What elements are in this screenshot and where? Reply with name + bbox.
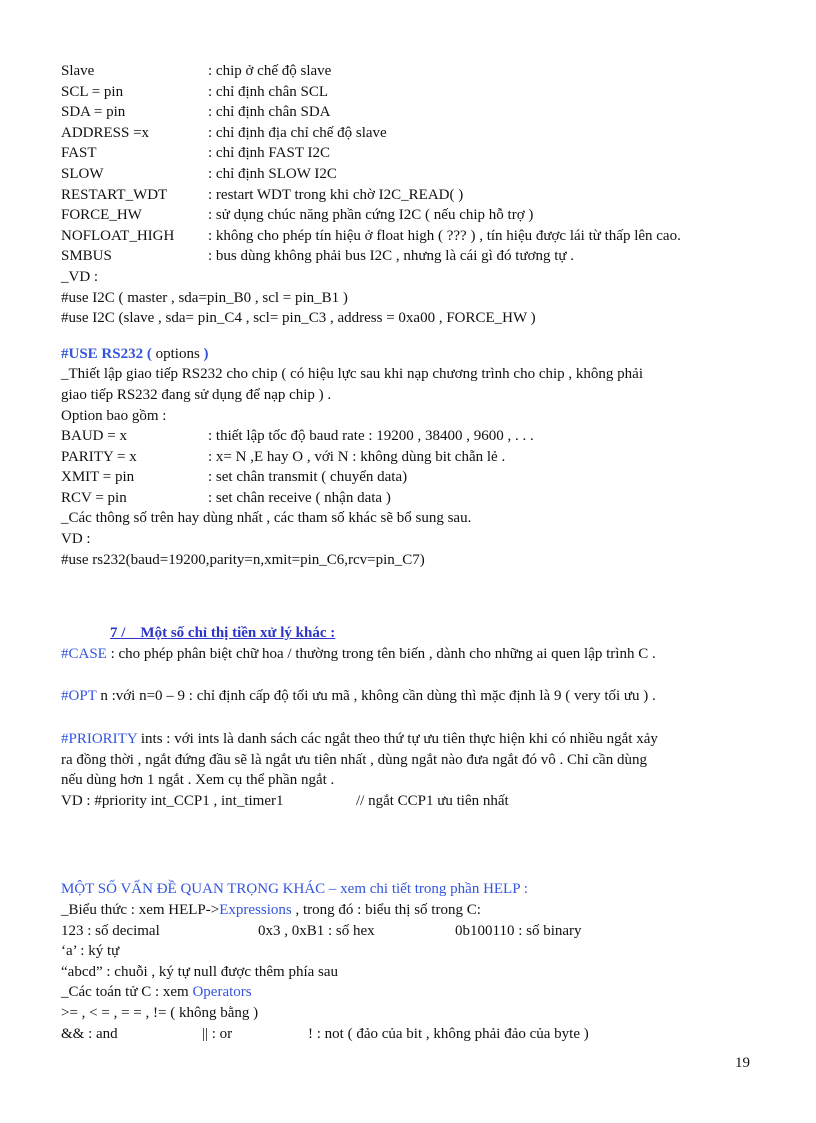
option-desc: : set chân receive ( nhận data ) xyxy=(208,489,391,506)
priority-example-code: VD : #priority int_CCP1 , int_timer1 xyxy=(61,792,284,809)
number-formats-line xyxy=(61,921,761,942)
option-key: Slave xyxy=(61,63,95,79)
rs232-option-row xyxy=(61,426,761,447)
option-key: SDA = pin xyxy=(61,104,126,121)
priority-line: ra đồng thời , ngắt đứng đầu sẽ là ngắt ưu tiên nhất , dùng ngắt nào đưa ngắt đó vô . Chỉ cần dùng xyxy=(61,751,647,768)
i2c-option-row xyxy=(61,185,761,206)
rs232-option-row xyxy=(61,488,761,509)
i2c-option-row xyxy=(61,123,761,144)
option-desc: : chỉ định chân SDA xyxy=(208,104,331,121)
priority-line: nếu dùng hơn 1 ngắt . Xem cụ thể phần ngắt . xyxy=(61,772,335,789)
i2c-option-row xyxy=(61,164,761,185)
option-desc: : không cho phép tín hiệu ở float high ( ??? ) , tín hiệu được lái từ thấp lên cao. xyxy=(208,227,681,244)
i2c-option-row xyxy=(61,102,761,123)
option-desc: : chỉ định SLOW I2C xyxy=(208,165,337,182)
i2c-vd-label: _VD : xyxy=(61,268,99,285)
option-key: XMIT = pin xyxy=(61,469,135,486)
compare-ops-line: >= , < = , = = , != ( không bằng ) xyxy=(61,1004,259,1021)
option-key: SLOW xyxy=(61,165,104,182)
rs232-options-word: options xyxy=(155,345,200,362)
or-op: || : or xyxy=(202,1025,233,1042)
case-directive: #CASE xyxy=(61,645,107,662)
option-desc: : bus dùng không phải bus I2C , nhưng là cái gì đó tương tự . xyxy=(208,248,575,265)
rs232-paren-open: ( xyxy=(143,345,156,362)
expressions-link[interactable]: Expressions xyxy=(219,902,292,918)
option-key: SCL = pin xyxy=(61,83,124,100)
string-line: “abcd” : chuỗi , ký tự null được thêm phía sau xyxy=(61,963,339,980)
char-line: ‘a’ : ký tự xyxy=(61,943,120,960)
rs232-option-row xyxy=(61,467,761,488)
priority-text: ints : với ints là danh sách các ngắt theo thứ tự ưu tiên thực hiện khi có nhiều ngắt xảy xyxy=(137,731,658,748)
other-topics-heading: MỘT SỐ VẤN ĐỀ QUAN TRỌNG KHÁC – xem chi tiết trong phần HELP : xyxy=(61,881,528,898)
option-key: NOFLOAT_HIGH xyxy=(61,227,175,244)
logic-ops-line xyxy=(61,1024,761,1045)
i2c-example-slave: #use I2C (slave , sda= pin_C4 , scl= pin_C3 , address = 0xa00 , FORCE_HW ) xyxy=(61,310,536,327)
option-desc: : thiết lập tốc độ baud rate : 19200 , 38400 , 9600 , . . . xyxy=(208,428,534,445)
operators-line xyxy=(61,982,761,1003)
rs232-option-row xyxy=(61,447,761,468)
case-directive-line xyxy=(61,644,761,665)
priority-directive: #PRIORITY xyxy=(61,731,138,748)
option-key: FORCE_HW xyxy=(61,207,142,224)
option-desc: : chip ở chế độ slave xyxy=(208,63,332,79)
operators-prefix: _Các toán tử C : xem xyxy=(61,984,193,1001)
operators-link[interactable]: Operators xyxy=(192,984,252,1001)
option-desc: : set chân transmit ( chuyển data) xyxy=(208,469,408,486)
option-key: RESTART_WDT xyxy=(61,186,168,203)
option-key: RCV = pin xyxy=(61,489,127,506)
not-op: ! : not ( đảo của bit , không phải đảo của byte ) xyxy=(308,1025,589,1042)
and-op: && : and xyxy=(61,1025,118,1042)
section-7-heading: 7 / _ Một số chỉ thị tiền xử lý khác : xyxy=(110,625,336,642)
option-key: BAUD = x xyxy=(61,428,127,445)
expressions-prefix: _Biểu thức : xem HELP-> xyxy=(61,902,220,918)
option-desc: : chỉ định chân SCL xyxy=(208,83,328,100)
page-number: 19 xyxy=(735,1055,750,1071)
option-desc: : restart WDT trong khi chờ I2C_READ( ) xyxy=(208,186,464,203)
opt-text: n :với n=0 – 9 : chỉ định cấp độ tối ưu mã , không cần dùng thì mặc định là 9 ( very tối ưu ) . xyxy=(96,688,656,705)
rs232-title xyxy=(61,344,761,365)
expressions-suffix: , trong đó : biểu thị số trong C: xyxy=(291,902,481,918)
rs232-options-list xyxy=(61,426,761,508)
option-desc: : chỉ định FAST I2C xyxy=(208,145,330,162)
i2c-options-list xyxy=(61,61,761,267)
expressions-line xyxy=(61,900,761,921)
option-key: SMBUS xyxy=(61,248,112,265)
option-key: ADDRESS =x xyxy=(61,124,150,141)
i2c-option-row xyxy=(61,82,761,103)
priority-example xyxy=(61,791,761,812)
i2c-option-row xyxy=(61,143,761,164)
case-text: : cho phép phân biệt chữ hoa / thường trong tên biến , dành cho những ai quen lập trình C . xyxy=(106,645,656,662)
decimal-format: 123 : số decimal xyxy=(61,922,160,939)
rs232-note: _Các thông số trên hay dùng nhất , các tham số khác sẽ bổ sung sau. xyxy=(61,510,472,527)
rs232-paren-close: ) xyxy=(199,345,209,362)
opt-directive-line xyxy=(61,686,761,707)
rs232-vd-label: VD : xyxy=(61,531,91,548)
i2c-option-row xyxy=(61,205,761,226)
option-desc: : chỉ định địa chỉ chế độ slave xyxy=(208,124,387,141)
i2c-option-row xyxy=(61,226,761,247)
i2c-example-master: #use I2C ( master , sda=pin_B0 , scl = pin_B1 ) xyxy=(61,289,348,306)
document-page xyxy=(61,61,761,1044)
priority-example-comment: // ngắt CCP1 ưu tiên nhất xyxy=(356,792,509,809)
option-desc: : x= N ,E hay O , với N : không dùng bit chẵn lẻ . xyxy=(208,448,506,465)
rs232-intro-line: giao tiếp RS232 đang sử dụng để nạp chip ) . xyxy=(61,386,332,403)
hex-format: 0x3 , 0xB1 : số hex xyxy=(258,922,375,939)
i2c-option-row xyxy=(61,246,761,267)
opt-directive: #OPT xyxy=(61,688,97,705)
priority-directive-line xyxy=(61,729,761,750)
i2c-option-row xyxy=(61,61,761,82)
option-key: FAST xyxy=(61,145,97,162)
rs232-example: #use rs232(baud=19200,parity=n,xmit=pin_C6,rcv=pin_C7) xyxy=(61,551,425,568)
rs232-option-intro: Option bao gồm : xyxy=(61,407,167,424)
rs232-intro-line: _Thiết lập giao tiếp RS232 cho chip ( có hiệu lực sau khi nạp chương trình cho chip , không phải xyxy=(61,366,643,383)
option-desc: : sử dụng chúc năng phần cứng I2C ( nếu chip hỗ trợ ) xyxy=(208,207,534,224)
binary-format: 0b100110 : số binary xyxy=(455,922,582,939)
option-key: PARITY = x xyxy=(61,448,137,465)
rs232-directive: #USE RS232 xyxy=(61,345,144,362)
